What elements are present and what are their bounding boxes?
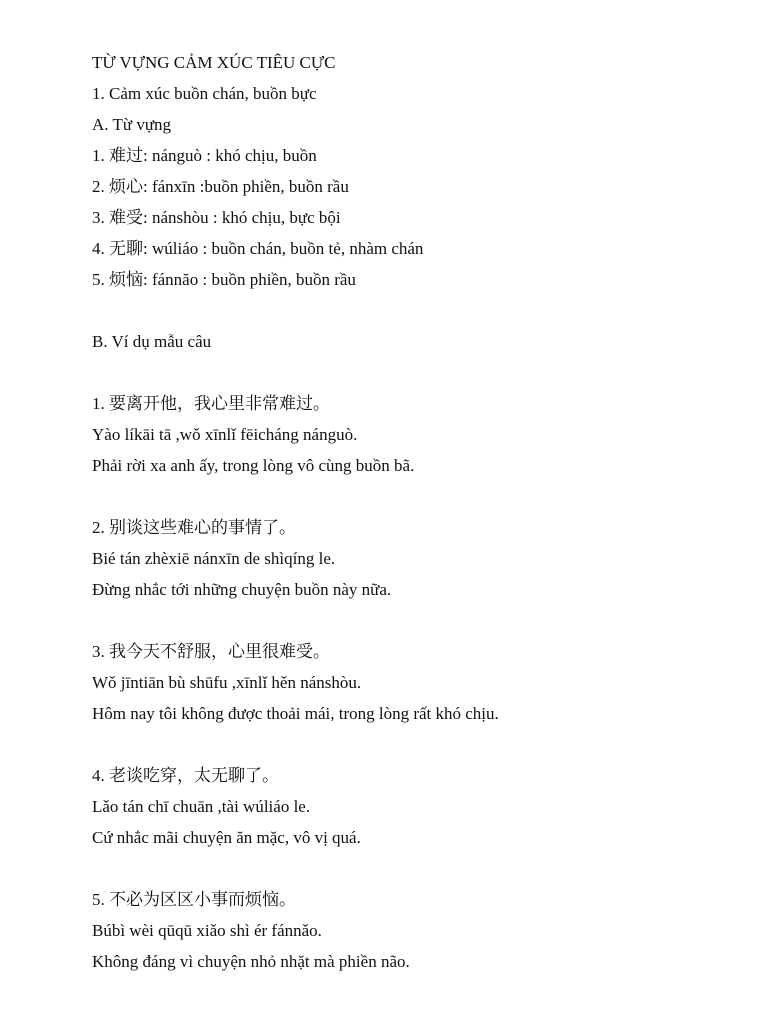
vocab-number: 4. [92,239,105,258]
spacer [92,295,732,326]
document-title: TỪ VỰNG CẢM XÚC TIÊU CỰC [92,53,336,72]
vocab-item [92,140,732,171]
example-hanzi-line [92,636,732,667]
vocab-item [92,171,732,202]
part-b-heading: B. Ví dụ mẫu câu [92,332,212,351]
vocab-hanzi: 难受 [109,208,143,227]
vocab-definition: : nánguò : khó chịu, buồn [143,146,317,165]
vocab-definition: : nánshòu : khó chịu, bực bội [143,208,341,227]
document-page [92,47,732,977]
example-number: 4. [92,766,105,785]
vocab-hanzi: 难过 [109,146,143,165]
example-hanzi: 不必为区区小事而烦恼。 [109,890,296,909]
example-number: 1. [92,394,105,413]
example-hanzi-line [92,760,732,791]
vocab-number: 5. [92,270,105,289]
example-hanzi: 老谈吃穿，太无聊了。 [109,766,279,785]
example-number: 2. [92,518,105,537]
section-heading: 1. Cảm xúc buồn chán, buồn bực [92,84,317,103]
example-pinyin: Yào líkāi tā ,wǒ xīnlǐ fēicháng nánguò. [92,425,358,444]
example-hanzi-line [92,512,732,543]
example-translation: Không đáng vì chuyện nhỏ nhặt mà phiền não. [92,952,410,971]
spacer [92,605,732,636]
example-pinyin: Bié tán zhèxiē nánxīn de shìqíng le. [92,549,336,568]
vocab-item [92,264,732,295]
vocab-list [92,140,732,295]
example-translation: Đừng nhắc tới những chuyện buồn này nữa. [92,580,392,599]
example-hanzi: 要离开他，我心里非常难过。 [109,394,330,413]
vocab-hanzi: 无聊 [109,239,143,258]
spacer [92,853,732,884]
part-a-heading: A. Từ vựng [92,115,172,134]
vocab-hanzi: 烦恼 [109,270,143,289]
vocab-item [92,202,732,233]
example-hanzi-line [92,884,732,915]
vocab-definition: : fánnăo : buồn phiền, buồn rầu [143,270,356,289]
vocab-definition: : fánxīn :buồn phiền, buồn rầu [143,177,349,196]
vocab-number: 1. [92,146,105,165]
vocab-hanzi: 烦心 [109,177,143,196]
example-translation: Phải rời xa anh ấy, trong lòng vô cùng buồn bã. [92,456,415,475]
example-translation: Hôm nay tôi không được thoải mái, trong lòng rất khó chịu. [92,704,499,723]
spacer [92,357,732,388]
example-number: 3. [92,642,105,661]
vocab-number: 2. [92,177,105,196]
example-hanzi: 我今天不舒服，心里很难受。 [109,642,330,661]
example-pinyin: Lǎo tán chī chuān ,tài wúliáo le. [92,797,311,816]
example-pinyin: Búbì wèi qūqū xiǎo shì ér fánnǎo. [92,921,322,940]
example-hanzi: 别谈这些难心的事情了。 [109,518,296,537]
example-number: 5. [92,890,105,909]
spacer [92,729,732,760]
example-hanzi-line [92,388,732,419]
example-translation: Cứ nhắc mãi chuyện ăn mặc, vô vị quá. [92,828,361,847]
example-pinyin: Wǒ jīntiān bù shūfu ,xīnlǐ hěn nánshòu. [92,673,362,692]
vocab-number: 3. [92,208,105,227]
vocab-definition: : wúliáo : buồn chán, buồn tẻ, nhàm chán [143,239,424,258]
examples-list [92,357,732,977]
spacer [92,481,732,512]
vocab-item [92,233,732,264]
